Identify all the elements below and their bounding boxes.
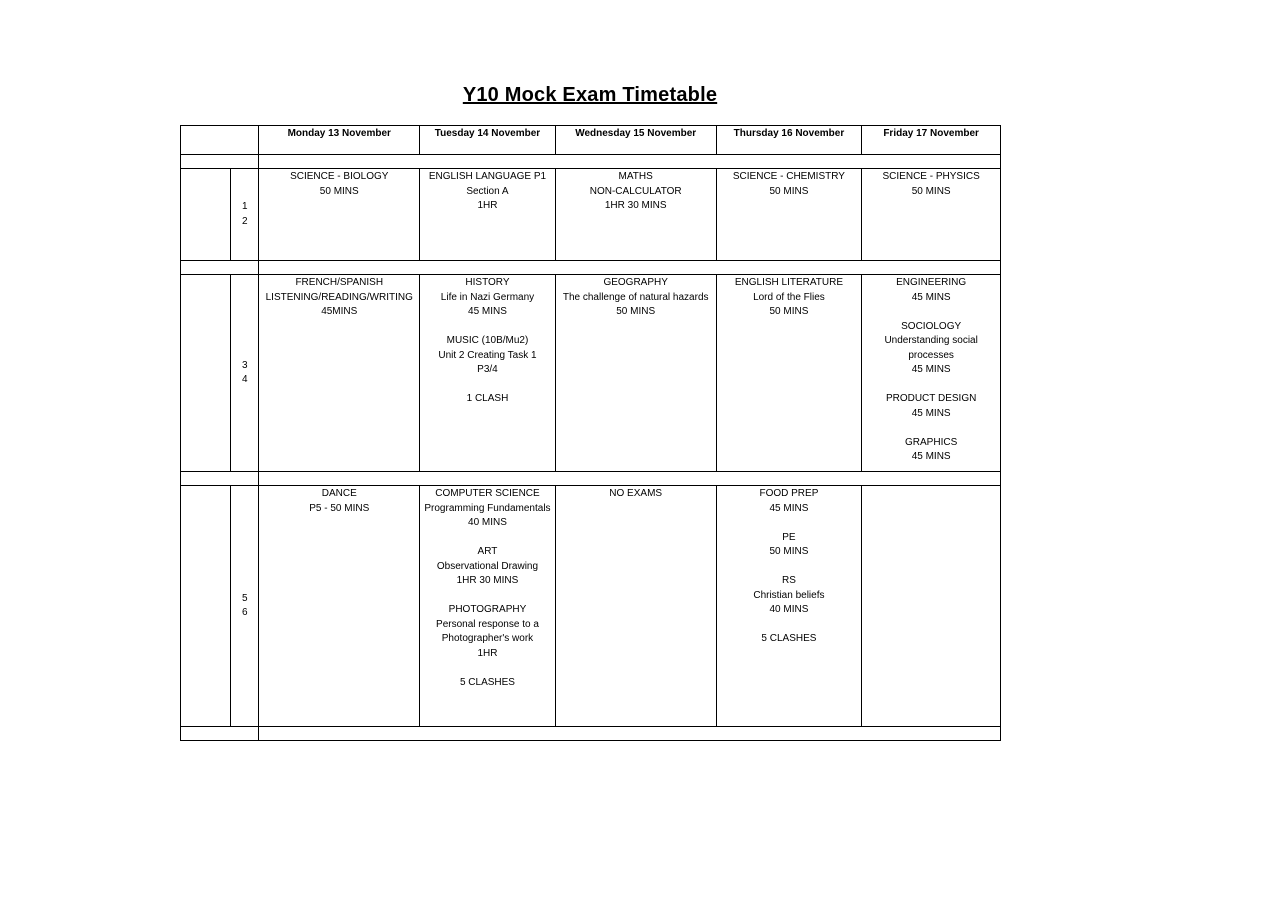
period-number-cell [231, 486, 259, 727]
exam-line: Understanding social [884, 335, 978, 346]
exam-line [862, 305, 1000, 320]
day-header-friday: Friday 17 November [862, 126, 1001, 155]
exam-cell-thursday [716, 486, 862, 727]
exam-cell-thursday [716, 275, 862, 472]
exam-line: 45 MINS [911, 364, 951, 375]
exam-line: 40 MINS [468, 517, 507, 528]
exam-line: 50 MINS [769, 306, 809, 317]
exam-line: Christian beliefs [753, 589, 825, 601]
period-number-cell [231, 275, 259, 472]
exam-line: COMPUTER SCIENCE [435, 488, 540, 499]
exam-line: Lord of the Flies [753, 291, 825, 303]
exam-line: 50 MINS [769, 185, 809, 197]
exam-line [420, 320, 555, 335]
exam-line: Unit 2 Creating Task 1 [438, 349, 537, 361]
exam-line: 50 MINS [319, 185, 359, 197]
exam-line: Section A [466, 185, 509, 197]
exam-line: P5 - 50 MINS [309, 502, 370, 514]
exam-line: HISTORY [465, 277, 510, 288]
page-title: Y10 Mock Exam Timetable [462, 84, 718, 106]
period-number: 2 [242, 215, 248, 227]
exam-cell-wednesday [555, 486, 716, 727]
exam-line: Personal response to a [436, 618, 539, 630]
exam-line: ART [477, 546, 498, 557]
spacer-row [181, 472, 1001, 486]
row-label-cell [181, 169, 231, 261]
exam-line: The challenge of natural hazards [562, 291, 709, 303]
exam-line: FRENCH/SPANISH [295, 277, 384, 288]
exam-cell-friday [862, 275, 1001, 472]
exam-line: DANCE [321, 488, 357, 499]
exam-line: RS [781, 575, 796, 586]
exam-cell-monday [259, 169, 420, 261]
exam-line [420, 589, 555, 604]
exam-line: SCIENCE - CHEMISTRY [732, 171, 845, 182]
exam-line: 50 MINS [769, 546, 809, 557]
exam-cell-tuesday [420, 486, 556, 727]
exam-line: Programming Fundamentals [424, 502, 551, 514]
spacer-row [181, 261, 1001, 275]
exam-line: PE [782, 531, 796, 543]
exam-cell-monday [259, 275, 420, 472]
exam-cell-wednesday [555, 275, 716, 472]
day-header-wednesday: Wednesday 15 November [555, 126, 716, 155]
exam-line: LISTENING/READING/WRITING [265, 291, 413, 303]
exam-line [717, 618, 862, 633]
exam-line: Photographer's work [441, 633, 534, 644]
exam-line: FOOD PREP [759, 488, 819, 499]
exam-line: NON-CALCULATOR [589, 185, 682, 197]
exam-line: 45 MINS [769, 502, 809, 514]
exam-line: 45 MINS [468, 306, 507, 317]
row-label-cell [181, 275, 231, 472]
spacer-cell [259, 261, 1001, 275]
spacer-row [181, 155, 1001, 169]
exam-line: 40 MINS [769, 604, 809, 615]
exam-line [420, 531, 555, 546]
exam-cell-monday [259, 486, 420, 727]
exam-line: MATHS [618, 171, 653, 182]
exam-line: SOCIOLOGY [901, 320, 962, 332]
exam-line: 45 MINS [911, 291, 951, 303]
spacer-cell [181, 727, 259, 741]
header-row [181, 126, 1001, 155]
exam-line: GRAPHICS [905, 436, 958, 448]
exam-line: 50 MINS [616, 306, 656, 317]
exam-line: NO EXAMS [609, 488, 663, 499]
header-corner-cell [181, 126, 259, 155]
exam-line: ENGLISH LANGUAGE P1 [428, 171, 547, 182]
exam-line [420, 378, 555, 393]
exam-line [717, 560, 862, 575]
exam-cell-tuesday [420, 275, 556, 472]
period-number: 1 [242, 201, 248, 212]
exam-line: SCIENCE - BIOLOGY [290, 171, 389, 182]
timetable [180, 125, 1001, 741]
exam-line [862, 378, 1000, 393]
exam-cell-tuesday [420, 169, 556, 261]
exam-line: 1HR 30 MINS [456, 575, 519, 586]
exam-line: MUSIC (10B/Mu2) [446, 335, 529, 346]
exam-line: 1HR [477, 200, 498, 211]
spacer-cell [181, 472, 259, 486]
exam-line: SCIENCE - PHYSICS [882, 171, 980, 182]
exam-line [420, 661, 555, 676]
exam-line: 45MINS [321, 306, 358, 317]
spacer-cell [181, 261, 259, 275]
period-number-cell [231, 169, 259, 261]
spacer-cell [181, 155, 259, 169]
exam-line: PRODUCT DESIGN [885, 393, 977, 404]
exam-cell-wednesday [555, 169, 716, 261]
exam-line [717, 516, 862, 531]
exam-line: 45 MINS [911, 451, 951, 462]
exam-line: 1HR [477, 647, 498, 659]
exam-cell-friday [862, 169, 1001, 261]
day-header-thursday: Thursday 16 November [716, 126, 862, 155]
exam-line: 5 CLASHES [761, 633, 817, 644]
exam-cell-thursday [716, 169, 862, 261]
day-header-monday: Monday 13 November [259, 126, 420, 155]
exam-line: 5 CLASHES [459, 676, 515, 688]
exam-line: 45 MINS [911, 407, 951, 419]
period-number: 4 [242, 374, 248, 385]
spacer-cell [259, 472, 1001, 486]
exam-line: GEOGRAPHY [603, 277, 668, 288]
exam-line: Life in Nazi Germany [440, 291, 535, 303]
exam-line [862, 421, 1000, 436]
period-number: 5 [242, 592, 248, 604]
exam-line: P3/4 [477, 364, 498, 375]
period-row [181, 486, 1001, 727]
spacer-cell [259, 155, 1001, 169]
exam-line: 50 MINS [911, 185, 951, 197]
period-number: 3 [242, 359, 248, 371]
exam-line: ENGINEERING [896, 277, 967, 288]
exam-line: 1HR 30 MINS [604, 200, 667, 211]
period-row [181, 275, 1001, 472]
period-number: 6 [242, 607, 248, 618]
spacer-row [181, 727, 1001, 741]
day-header-tuesday: Tuesday 14 November [420, 126, 556, 155]
exam-cell-friday [862, 486, 1001, 727]
exam-line: 1 CLASH [466, 393, 509, 404]
exam-line: PHOTOGRAPHY [448, 604, 527, 615]
exam-line: processes [908, 349, 954, 361]
row-label-cell [181, 486, 231, 727]
exam-line: Observational Drawing [436, 560, 539, 572]
spacer-cell [259, 727, 1001, 741]
exam-line: ENGLISH LITERATURE [734, 277, 844, 288]
period-row [181, 169, 1001, 261]
